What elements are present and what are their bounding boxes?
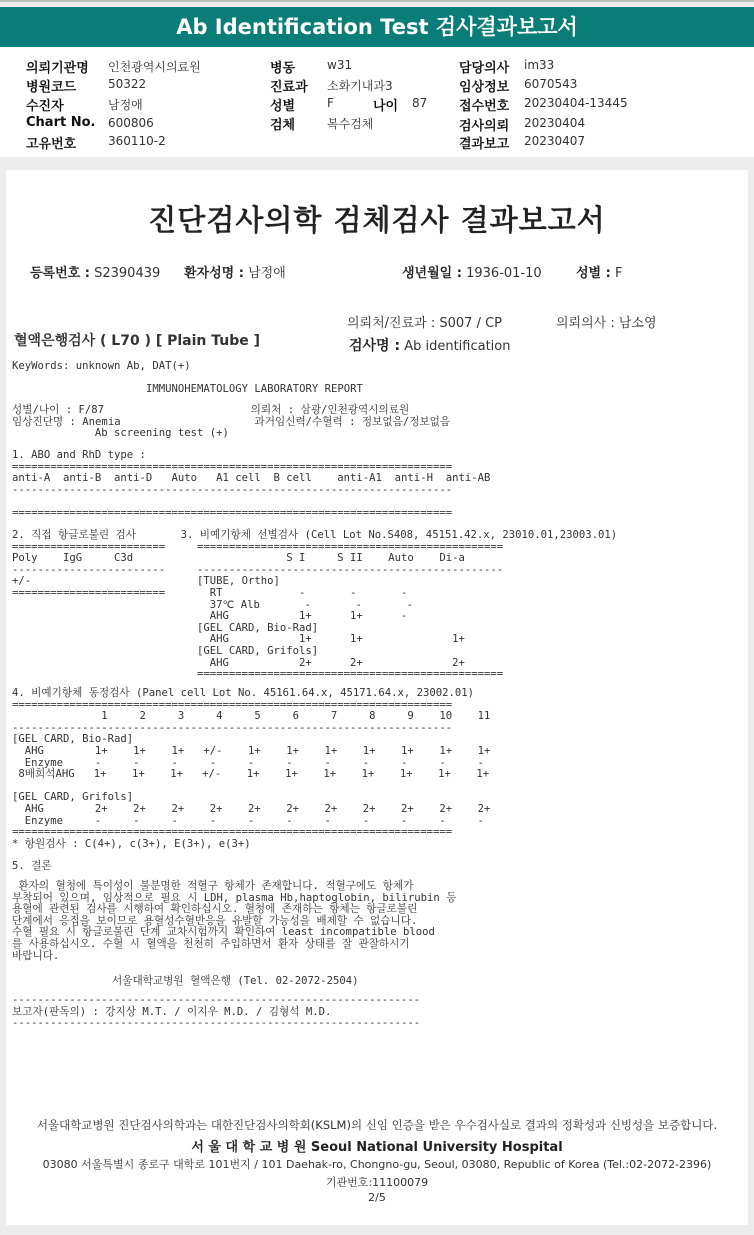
header-value: 20230404-13445 — [524, 96, 628, 110]
header-value: im33 — [524, 58, 555, 72]
header-value: w31 — [327, 58, 353, 72]
header-value: 복수검체 — [327, 117, 374, 131]
test-title: 혈액은행검사 ( L70 ) [ Plain Tube ] — [14, 333, 261, 349]
institution-number: 기관번호:11100079 — [325, 1176, 429, 1189]
header-label: Chart No. — [26, 115, 96, 130]
top-border — [0, 0, 754, 2]
header-label: 결과보고 — [459, 137, 510, 152]
patient-name: 환자성명 : 남정애 — [184, 266, 286, 281]
header-value: 20230407 — [524, 134, 586, 148]
certification-note: 서울대학교병원 진단검사의학과는 대한진단검사의학회(KSLM)의 신임 인증을 받은 우수검사실로 결과의 정확성과 신빙성을 보증합니다. — [36, 1118, 718, 1132]
patient-info-block: 성별/나이 : F/87 의뢰처 : 삼광/인천광역시의료원 임상진단명 : Anemia 과거임신력/수혈력 : 정보없음/정보없음 Ab screening test (+) — [12, 404, 451, 440]
header-label: 나이 — [373, 99, 399, 114]
header-label: 접수번호 — [459, 99, 510, 114]
header-label: 의뢰기관명 — [26, 61, 89, 76]
header-label: 검사의뢰 — [459, 119, 510, 134]
birth-date: 생년월일 : 1936-01-10 — [402, 266, 542, 281]
abo-rhd-section: 1. ABO and RhD type : ===================================================================== anti-A anti-B anti-D Auto A1 cell B cell anti-A1 anti-H anti-AB --------------------------------------------------------------------- ===================================================================== — [12, 449, 491, 519]
conclusion-title: 5. 결론 — [12, 860, 52, 872]
panel-identification-section: 4. 비예기항체 동정검사 (Panel cell Lot No. 45161.64.x, 45171.64.x, 23002.01) ===================================================================== 1 2 3 4 5 6 7 8 9 10 11 --------------------------------------------------------------------- [GEL CARD, Bio-Rad] AHG 1+ 1+ 1+ +/- 1+ 1+ 1+ 1+ 1+ 1+ 1+ Enzyme - - - - - - - - - - - 8배희석AHG 1+ 1+ 1+ +/- 1+ 1+ 1+ 1+ 1+ 1+ 1+ [GEL CARD, Grifols] AHG 2+ 2+ 2+ 2+ 2+ 2+ 2+ 2+ 2+ 2+ 2+ Enzyme - - - - - - - - - - - ===================================================================== * 항원검사 : C(4+), c(3+), E(3+), e(3+) — [12, 687, 491, 850]
header-value: 50322 — [108, 77, 147, 91]
header-label: 임상정보 — [459, 80, 510, 95]
report-sheet — [6, 170, 748, 1225]
header-value: 360110-2 — [108, 134, 166, 148]
header-label: 수진자 — [26, 99, 64, 114]
lab-report-title: IMMUNOHEMATOLOGY LABORATORY REPORT — [146, 383, 363, 395]
header-value: 인천광역시의료원 — [108, 60, 201, 74]
dat-screening-section: 2. 직접 항글로불린 검사 3. 비예기항체 선별검사 (Cell Lot No.S408, 45151.42.x, 23010.01,23003.01) ======================== ================================================ Poly IgG C3d S I S II Auto Di-a ------------------------ ------------------------------------------------ +/- [TUBE, Ortho] ======================== RT - - - 37℃ Alb - - - AHG 1+ 1+ - [GEL CARD, Bio-Rad] AHG 1+ 1+ 1+ [GEL CARD, Grifols] AHG 2+ 2+ 2+ ================================================ — [12, 529, 618, 681]
header-value: 87 — [412, 96, 428, 110]
header-label: 진료과 — [270, 80, 308, 95]
header-label: 담당의사 — [459, 61, 510, 76]
header-value: 20230404 — [524, 116, 586, 130]
header-value: 6070543 — [524, 77, 578, 91]
reporter-block: ---------------------------------------------------------------- 보고자(판독의) : 강지상 M.T. / 이지우 M.D. / 김형석 M.D. ---------------------------------------------------------------- — [12, 994, 421, 1030]
header-value: F — [327, 96, 334, 110]
blood-bank-contact: 서울대학교병원 혈액은행 (Tel. 02-2072-2504) — [112, 975, 359, 987]
page-number: 2/5 — [368, 1191, 386, 1204]
header-label: 고유번호 — [26, 137, 77, 152]
header-value: 소화기내과3 — [327, 79, 393, 93]
header-label: 병동 — [270, 61, 296, 76]
registration-number: 등록번호 : S2390439 — [30, 266, 161, 281]
banner-title: Ab Identification Test 검사결과보고서 — [176, 15, 578, 39]
hospital-name: 서 울 대 학 교 병 원 Seoul National University Hospital — [191, 1140, 563, 1155]
report-banner — [0, 7, 754, 47]
header-info-panel — [0, 47, 754, 157]
hospital-address: 03080 서울특별시 종로구 대학로 101번지 / 101 Daehak-ro, Chongno-gu, Seoul, 03080, Republic of Korea (Tel.:02-2072-2396) — [42, 1158, 712, 1171]
header-label: 성별 — [270, 99, 296, 114]
header-value: 600806 — [108, 116, 154, 130]
conclusion-text: 환자의 혈청에 특이성이 불분명한 적혈구 항체가 존재합니다. 적혈구에도 항체가 부착되어 있으며, 임상적으로 필요 시 LDH, plasma Hb,haptoglobin, bilirubin 등 용혈에 관련된 검사를 시행하여 확인하십시오. 혈청에 존재하는 항체는 항글로불린 단계에서 응집을 보이므로 용혈성수혈반응을 유발할 가능성을 배제할 수 없습니다. 수혈 필요 시 항글로불린 단계 교차시험까지 확인하여 least incompatible blood 를 사용하십시오. 수혈 시 혈액을 천천히 주입하면서 환자 상태를 잘 관찰하시기 바랍니다. — [12, 880, 457, 962]
header-label: 검체 — [270, 118, 296, 133]
test-name: 검사명 : Ab identification — [349, 338, 511, 354]
referring-doctor: 의뢰의사 : 남소영 — [556, 316, 657, 331]
referral-dept: 의뢰처/진료과 : S007 / CP — [347, 316, 502, 331]
patient-sex: 성별 : F — [576, 266, 623, 281]
header-label: 병원코드 — [26, 80, 77, 95]
header-value: 남정애 — [108, 98, 143, 112]
report-title: 진단검사의학 검체검사 결과보고서 — [148, 203, 606, 237]
keywords: KeyWords: unknown Ab, DAT(+) — [12, 360, 191, 372]
